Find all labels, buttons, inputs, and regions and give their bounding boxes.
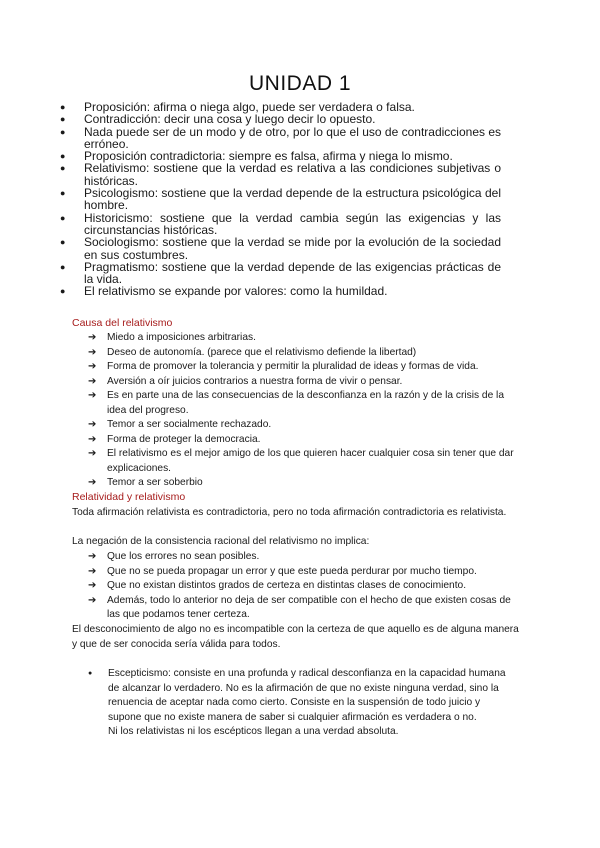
list-item: ➔ Miedo a imposiciones arbitrarias. (107, 331, 517, 346)
list-item (108, 667, 508, 740)
list-item: ➔ Temor a ser socialmente rechazado. (107, 418, 517, 433)
section-heading-relativity: Relatividad y relativismo (72, 491, 186, 503)
list-item: ➔ El relativismo es el mejor amigo de los que quieren hacer cualquier cosa sin tener que dar explicaciones. (107, 447, 517, 476)
list-item: ● Psicologismo: sostiene que la verdad depende de la estructura psicológica del hombre. (84, 187, 501, 212)
list-item: ➔ Aversión a oír juicios contrarios a nuestra forma de vivir o pensar. (107, 375, 517, 390)
list-item: ➔ Que no se pueda propagar un error y que este pueda perdurar por mucho tiempo. (107, 565, 517, 580)
list-item: ● Relativismo: sostiene que la verdad es relativa a las condiciones subjetivas o históricas. (84, 162, 501, 187)
section-heading-causes: Causa del relativismo (72, 317, 173, 329)
relativity-negation: La negación de la consistencia racional del relativismo no implica: (72, 536, 370, 547)
list-item: ● Proposición contradictoria: siempre es falsa, afirma y niega lo mismo. (84, 150, 501, 162)
list-item: ➔ Que los errores no sean posibles. (107, 550, 517, 565)
list-item: ➔ Es en parte una de las consecuencias de la desconfianza en la razón y de la crisis de la idea del progreso. (107, 389, 517, 418)
list-item: ➔ Deseo de autonomía. (parece que el relativismo defiende la libertad) (107, 346, 517, 361)
list-item: ➔ Que no existan distintos grados de certeza en distintas clases de conocimiento. (107, 579, 517, 594)
list-item: ● Nada puede ser de un modo y de otro, por lo que el uso de contradicciones es erróneo. (84, 126, 501, 151)
negation-list (107, 550, 517, 623)
skepticism-list (108, 667, 508, 740)
list-item: ➔ Además, todo lo anterior no deja de ser compatible con el hecho de que existen cosas de las que podamos tener certeza. (107, 594, 517, 623)
list-item: ● El relativismo se expande por valores: como la humildad. (84, 285, 501, 297)
relativity-conclusion: El desconocimiento de algo no es incompatible con la certeza de que aquello es de alguna manera y que de ser conocida sería válida para todos. (72, 624, 519, 650)
causes-list (107, 331, 517, 491)
list-item: ● Proposición: afirma o niega algo, puede ser verdadera o falsa. (84, 101, 501, 113)
page-title: UNIDAD 1 (248, 72, 352, 95)
list-item: ● Pragmatismo: sostiene que la verdad depende de las exigencias prácticas de la vida. (84, 261, 501, 286)
skepticism-note: Ni los relativistas ni los escépticos llegan a una verdad absoluta. (108, 726, 399, 737)
list-item: ● Contradicción: decir una cosa y luego decir lo opuesto. (84, 113, 501, 125)
list-item: ● Sociologismo: sostiene que la verdad se mide por la evolución de la sociedad en sus costumbres. (84, 236, 501, 261)
relativity-intro: Toda afirmación relativista es contradictoria, pero no toda afirmación contradictoria es relativista. (72, 507, 507, 518)
list-item: ➔ Forma de proteger la democracia. (107, 433, 517, 448)
definitions-list (84, 101, 501, 298)
skepticism-definition: Escepticismo: consiste en una profunda y radical desconfianza en la capacidad humana de alcanzar lo verdadero. No es la afirmación de que no existe ninguna verdad, sino la renuencia de aceptar nada como cierto. Consiste en la suspensión de todo juicio y supone que no existe manera de saber si cualquier afirmación es verdadera o no. (108, 668, 506, 723)
list-item: ➔ Forma de promover la tolerancia y permitir la pluralidad de ideas y formas de vida. (107, 360, 517, 375)
list-item: ● Historicismo: sostiene que la verdad cambia según las exigencias y las circunstancias históricas. (84, 212, 501, 237)
list-item: ➔ Temor a ser soberbio (107, 476, 517, 491)
